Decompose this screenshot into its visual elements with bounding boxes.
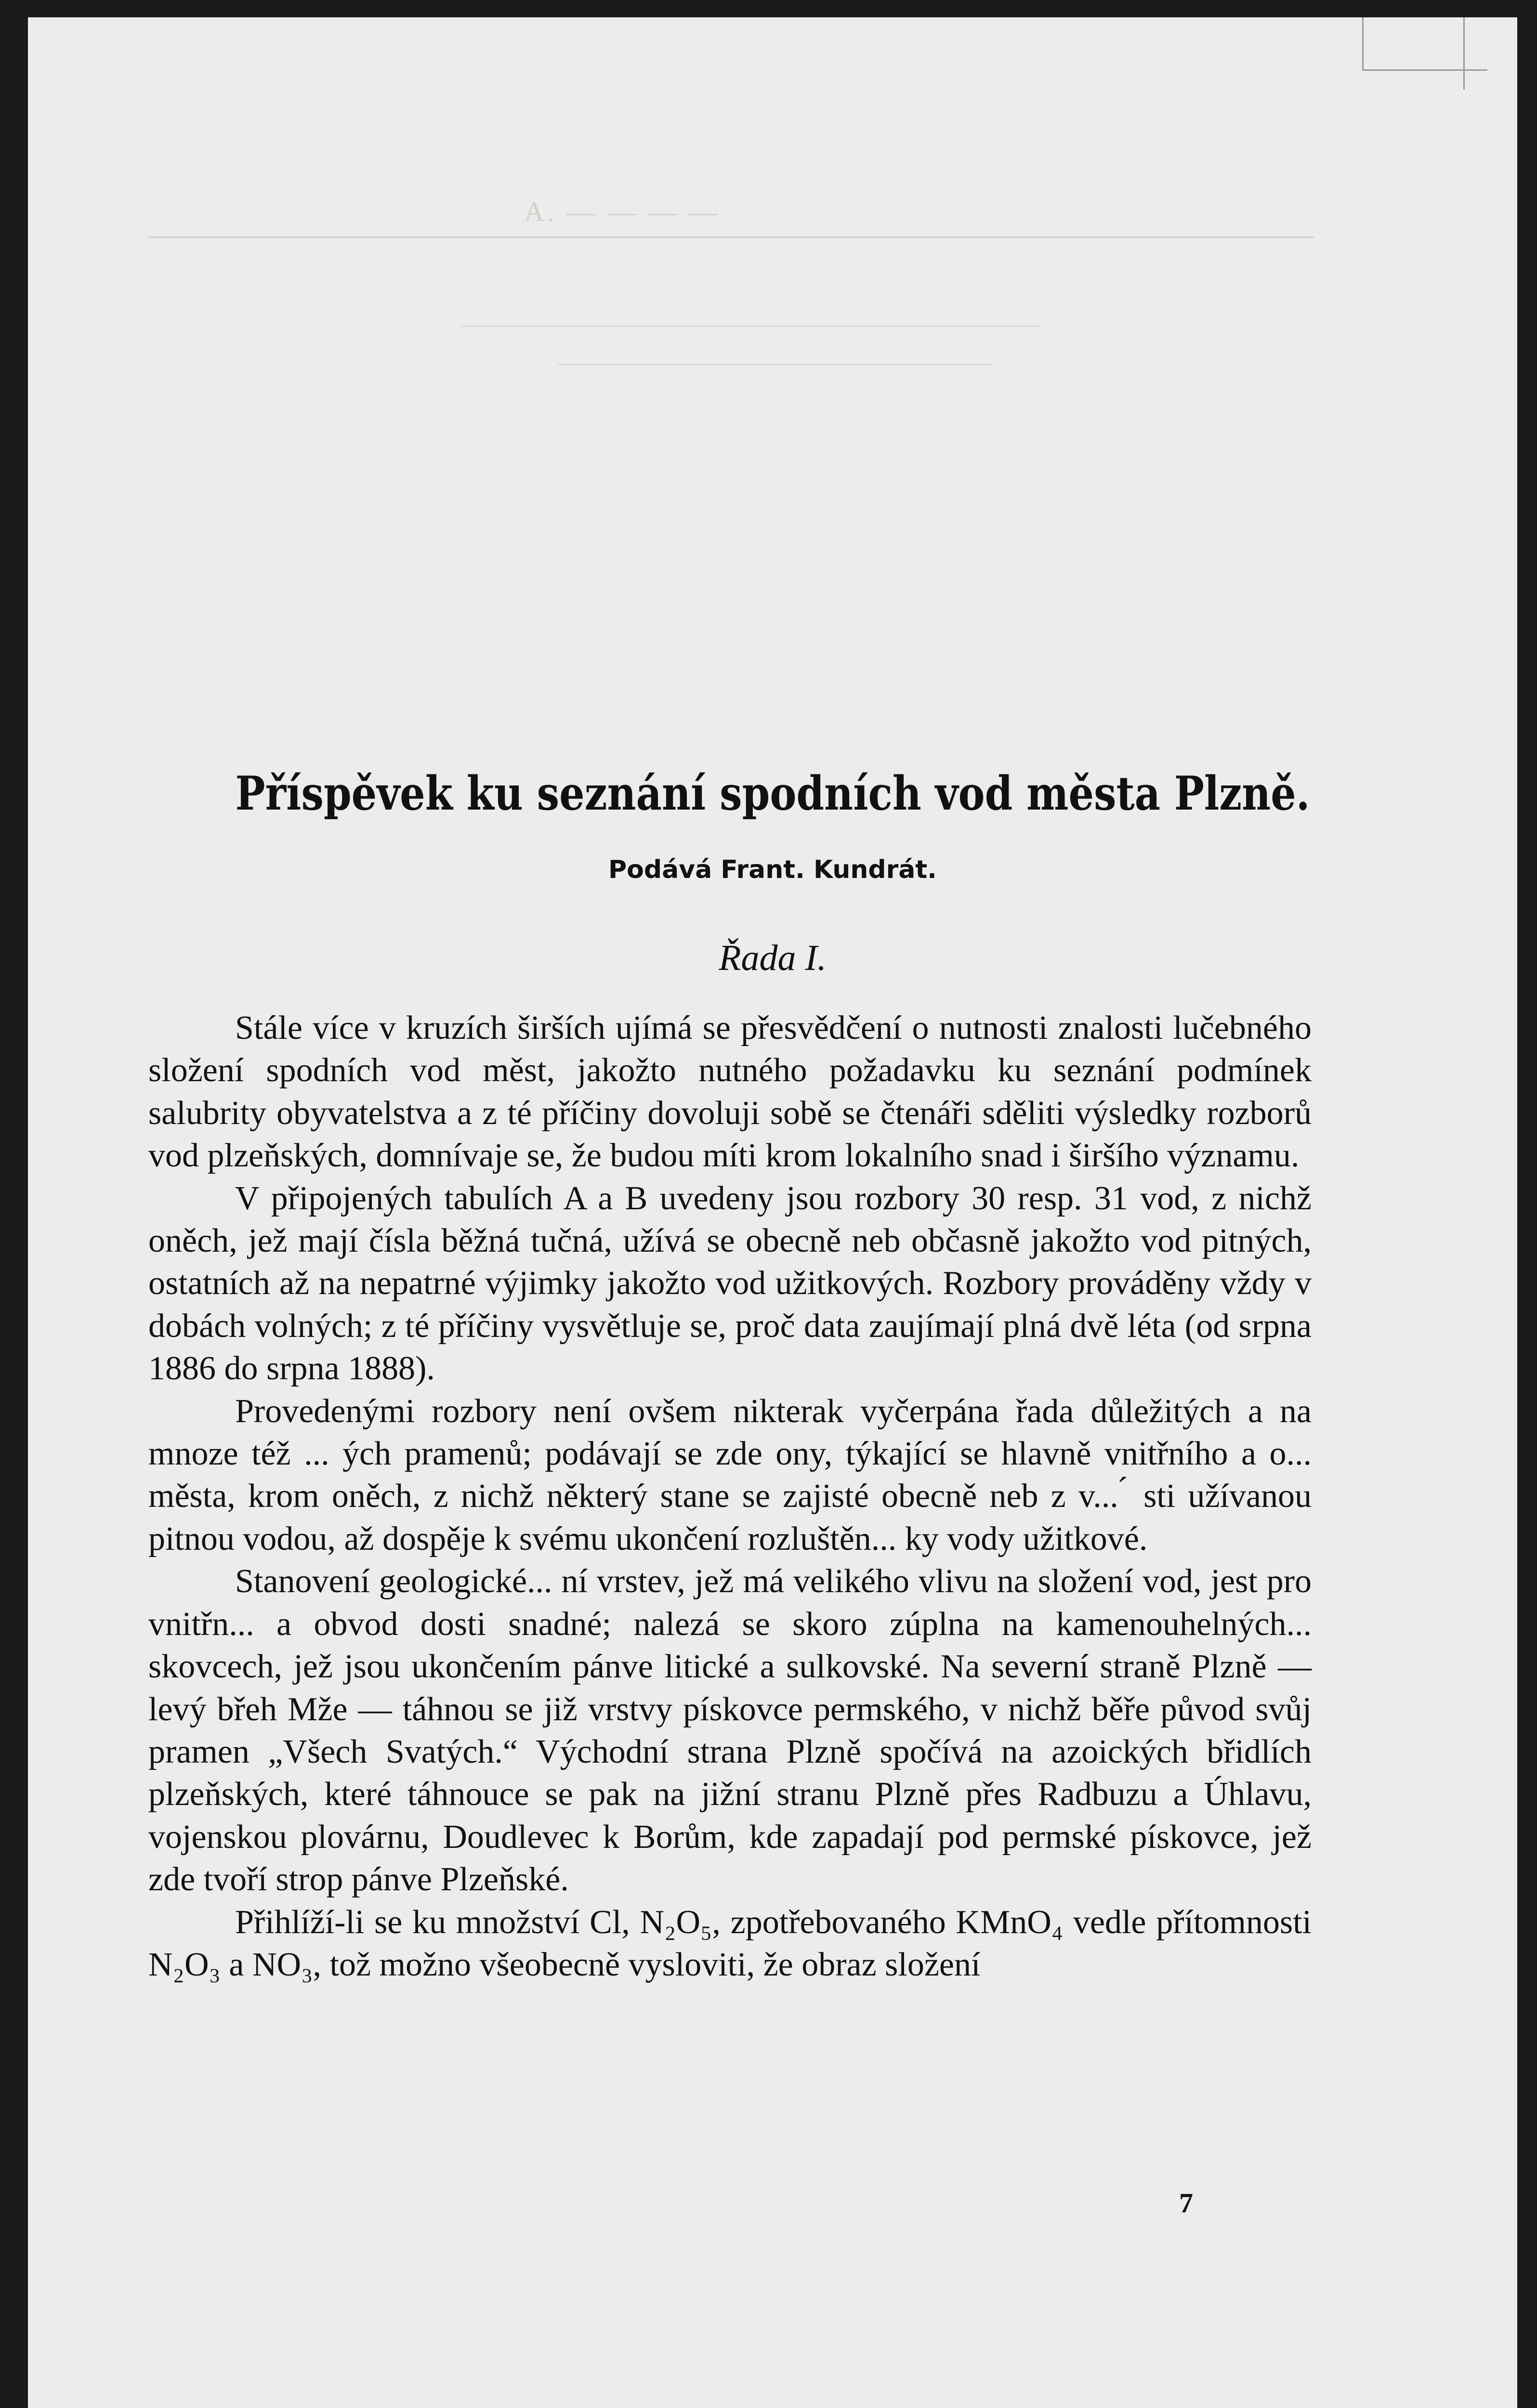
body-paragraph: Stanovení geologické... ní vrstev, jež má velikého vlivu na složení vod, jest pro vnitřn... a obvod dosti snadné; nalezá se skoro zúplna na kamenouhelných... skovcech, jež jsou ukončením pánve litické a sulkovské. Na severní straně Plzně — levý břeh Mže — táhnou se již vrstvy pískovce permského, v nichž běře původ svůj pramen „Všech Svatých.“ Východní strana Plzně spočívá na azoických břidlích plzeňských, které táhnouce se pak na jižní stranu Plzně přes Radbuzu a Úhlavu, vojenskou plovárnu, Doudlevec k Borům, kde zapadají pod permské pískovce, jež zde tvoří strop pánve Plzeňské. [148,1563,1312,1898]
series-heading: Řada I. [719,938,827,978]
body-paragraph: Stále více v kruzích širších ujímá se přesvědčení o nutnosti znalosti lučebného složení spodních vod měst, jakožto nutného požadavku ku seznání podmínek salubrity obyvatelstva a z té příčiny dovoluji sobě se čtenáři sděliti výsledky rozborů vod plzeňských, domnívaje se, že budou míti krom lokalního snad i širšího významu. [148,1009,1312,1175]
show-through-rule [148,236,1314,238]
scan-edge-mark [1463,17,1465,90]
show-through-heading: A. — — — — [524,196,720,227]
body-paragraph: Přihlíží-li se ku množství Cl, N₂O₅, zpotřebovaného KMnO₄ vedle přítomnosti N₂O₃ a NO₃, tož možno všeobecně vysloviti, že obraz složení [148,1903,1312,1983]
page-number: 7 [1179,2187,1193,2219]
document-page [28,17,1517,2408]
article-body [148,1007,1312,1986]
body-paragraph: Provedenými rozbory není ovšem nikterak vyčerpána řada důležitých a na mnoze též ... ých pramenů; podávají se zde ony, týkající se hlavně vnitřního a o... města, krom oněch, z nichž některý stane se zajisté obecně neb z v... ́ sti užívanou pitnou vodou, až dospěje k svému ukončení rozluštěn... ky vody užitkové. [148,1392,1312,1557]
article-title: Příspěvek ku seznání spodních vod města Plzně. [235,766,1310,821]
article-byline: Podává Frant. Kundrát. [608,855,937,884]
scan-edge-mark [1362,69,1487,71]
show-through-rule [558,364,991,365]
body-paragraph: V připojených tabulích A a B uvedeny jsou rozbory 30 resp. 31 vod, z nichž oněch, jež mají čísla běžná tučná, užívá se obecně neb občasně jakožto vod pitných, ostatních až na nepatrné výjimky jakožto vod užitkových. Rozbory prováděny vždy v dobách volných; z té příčiny vysvětluje se, proč data zaujímají plná dvě léta (od srpna 1886 do srpna 1888). [148,1179,1312,1387]
scan-edge-mark [1362,17,1364,70]
show-through-rule [461,326,1039,327]
